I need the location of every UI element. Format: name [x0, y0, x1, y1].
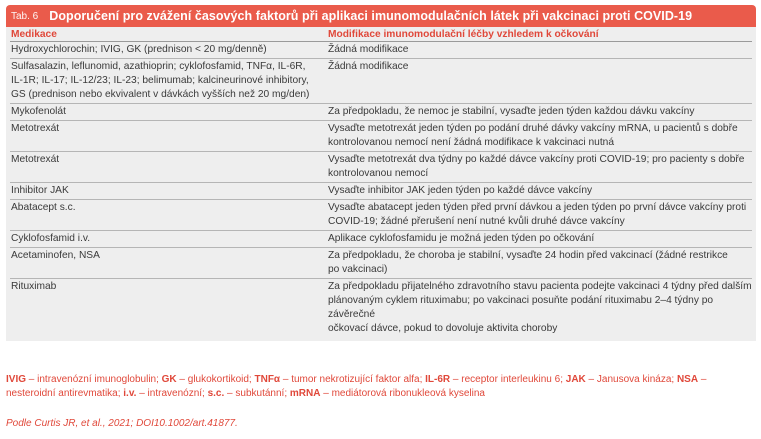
medication-line: Sulfasalazin, leflunomid, azathioprin; cyklofosfamid, TNFα, IL-6R,: [11, 61, 306, 72]
modification-line: očkovací dávce, pokud to dovoluje aktivita choroby: [328, 323, 558, 334]
modification-line: Žádná modifikace: [328, 44, 409, 55]
medication-cell: [10, 104, 328, 120]
medication-cell: [10, 231, 328, 247]
table-row: [10, 200, 752, 231]
table-row: [10, 279, 752, 337]
abbreviation: IL-6R: [425, 374, 451, 385]
medication-line: Acetaminofen, NSA: [11, 250, 100, 261]
medication-line: Cyklofosfamid i.v.: [11, 233, 91, 244]
medication-cell: [10, 248, 328, 278]
medication-cell: [10, 42, 328, 58]
modification-line: po vakcinaci): [328, 264, 388, 275]
modification-line: kontrolovanou nemocí není žádná modifikace k vakcinaci nutná: [328, 137, 614, 148]
medication-line: Rituximab: [11, 281, 57, 292]
abbreviation-definition: – Janusova kináza;: [585, 374, 677, 385]
table-row: [10, 183, 752, 200]
table-row: [10, 42, 752, 59]
table-row: [10, 248, 752, 279]
modification-cell: [328, 104, 752, 120]
medication-line: Metotrexát: [11, 154, 60, 165]
modification-line: Za předpokladu přijatelného zdravotního stavu pacienta podejte vakcinaci 4 týdny před dalším: [328, 281, 752, 292]
medication-cell: [10, 152, 328, 182]
modification-cell: [328, 200, 752, 230]
medication-line: GS (prednison nebo ekvivalent v dávkách vyšších než 20 mg/den): [11, 89, 310, 100]
medication-line: Mykofenolát: [11, 106, 66, 117]
medication-line: Abatacept s.c.: [11, 202, 76, 213]
modification-line: plánovaným cyklem rituximabu; po vakcinaci posuňte podání rituximabu 2–4 týdny po závěrečné: [328, 295, 714, 320]
modification-line: Aplikace cyklofosfamidu je možná jeden týden po očkování: [328, 233, 595, 244]
medication-cell: [10, 279, 328, 337]
modification-line: Žádná modifikace: [328, 61, 409, 72]
modification-cell: [328, 59, 752, 103]
table-container: [6, 5, 756, 341]
modification-line: kontrolovanou nemocí: [328, 168, 429, 179]
medication-cell: [10, 121, 328, 151]
modification-line: Za předpokladu, že choroba je stabilní, vysaďte 24 hodin před vakcinací (žádné restrikce: [328, 250, 728, 261]
header-modification: Modifikace imunomodulační léčby vzhledem k očkování: [328, 28, 599, 40]
header-medication: Medikace: [11, 28, 57, 40]
modification-line: Vysaďte metotrexát jeden týden po podání druhé dávky vakcíny mRNA, u pacientů s dobře: [328, 123, 738, 134]
modification-line: Vysaďte metotrexát dva týdny po každé dávce vakcíny proti COVID-19; pro pacienty s dobře: [328, 154, 745, 165]
abbreviation-definition: – subkutánní;: [224, 388, 290, 399]
abbreviation: JAK: [565, 374, 586, 385]
table-number: Tab. 6: [11, 10, 39, 22]
table-row: [10, 104, 752, 121]
abbreviation: s.c.: [207, 388, 225, 399]
medication-cell: [10, 200, 328, 230]
medication-line: Metotrexát: [11, 123, 60, 134]
abbreviation: mRNA: [289, 388, 321, 399]
abbreviation-definition: – intravenózní imunoglobulin;: [26, 374, 162, 385]
modification-cell: [328, 231, 752, 247]
modification-line: Vysaďte inhibitor JAK jeden týden po každé dávce vakcíny: [328, 185, 593, 196]
abbreviation-definition: – tumor nekrotizující faktor alfa;: [280, 374, 426, 385]
modification-line: Vysaďte abatacept jeden týden před první dávkou a jeden týden po první dávce vakcíny proti: [328, 202, 747, 213]
abbreviation-definition: – nesteroidní antirevmatika;: [6, 374, 707, 399]
abbreviation: GK: [161, 374, 177, 385]
abbreviation-definition: – receptor interleukinu 6;: [450, 374, 566, 385]
modification-cell: [328, 152, 752, 182]
medication-line: Hydroxychlorochin; IVIG, GK (prednison < 20 mg/denně): [11, 44, 267, 55]
source-citation: Podle Curtis JR, et al., 2021; DOI10.1002/art.41877.: [6, 418, 238, 429]
table-row: [10, 59, 752, 104]
modification-cell: [328, 42, 752, 58]
modification-cell: [328, 279, 752, 337]
modification-cell: [328, 183, 752, 199]
table-title: Doporučení pro zvážení časových faktorů při aplikaci imunomodulačních látek při vakcinaci proti COVID-19: [49, 9, 693, 23]
modification-cell: [328, 248, 752, 278]
modification-cell: [328, 121, 752, 151]
abbreviation: IVIG: [6, 374, 27, 385]
abbreviation: i.v.: [123, 388, 137, 399]
medication-line: IL-1R; IL-17; IL-12/23; IL-23; belimumab; kalcineurinové inhibitory,: [11, 75, 309, 86]
abbreviations-footnote: [6, 373, 756, 401]
abbreviation: NSA: [676, 374, 699, 385]
medication-cell: [10, 59, 328, 103]
table-panel: [6, 27, 756, 341]
abbreviation-definition: – glukokortikoid;: [176, 374, 255, 385]
table-row: [10, 152, 752, 183]
table-row: [10, 231, 752, 248]
abbreviation-definition: – intravenózní;: [136, 388, 208, 399]
modification-line: Za předpokladu, že nemoc je stabilní, vysaďte jeden týden každou dávku vakcíny: [328, 106, 695, 117]
table-row: [10, 121, 752, 152]
abbreviation: TNFα: [254, 374, 281, 385]
table-body: [10, 42, 752, 337]
abbreviation-definition: – mediátorová ribonukleová kyselina: [320, 388, 485, 399]
medication-line: Inhibitor JAK: [11, 185, 69, 196]
table-titlebar: [6, 5, 756, 27]
modification-line: COVID-19; žádné přerušení není nutné kvůli druhé dávce vakcíny: [328, 216, 625, 227]
medication-cell: [10, 183, 328, 199]
table-header-row: [10, 27, 752, 42]
